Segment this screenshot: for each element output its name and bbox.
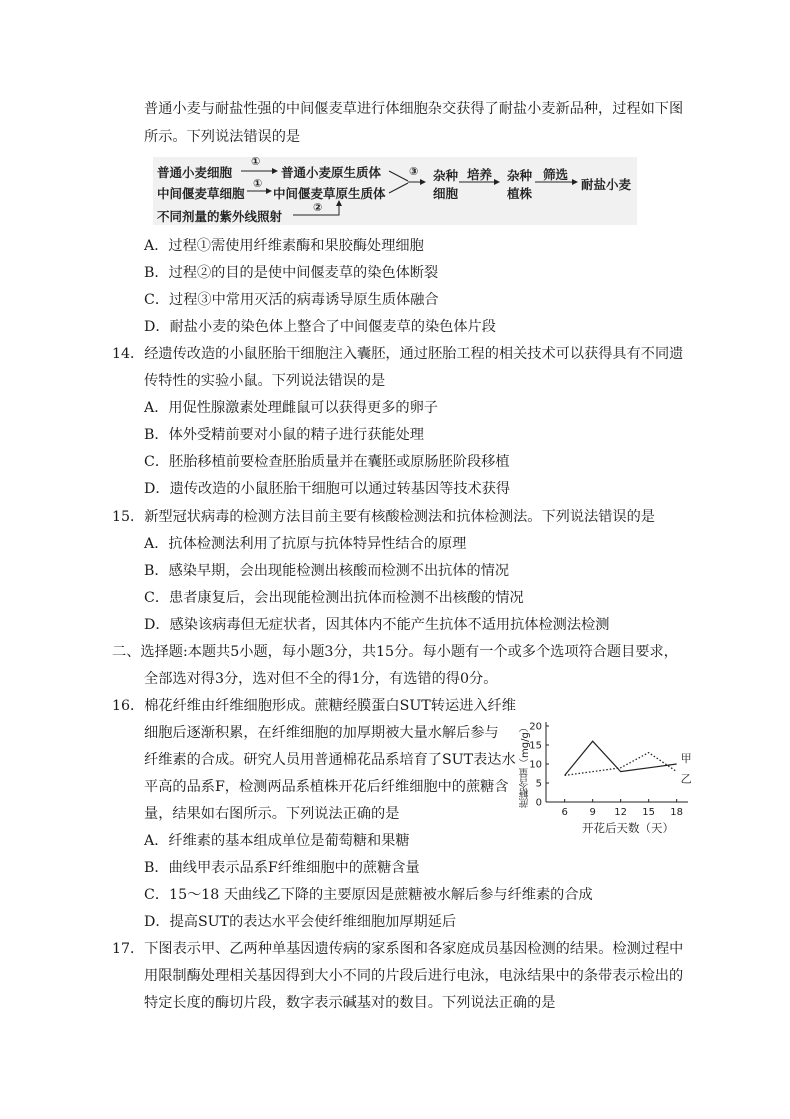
q17-stem-line2: 用限制酶处理相关基因得到大小不同的片段后进行电泳，电泳结果中的条带表示检出的 [144,968,684,984]
hybrid-cell-label-2: 细胞 [433,186,459,201]
q14-option-b: B．体外受精前要对小鼠的精子进行获能处理 [144,427,424,443]
q16-stem-line4: 平高的品系F，检测两品系植株开花后纤维细胞中的蔗糖含 [144,779,509,795]
q17-stem-line1: 17．下图表示甲、乙两种单基因遗传病的家系图和各家庭成员基因检测的结果。检测过程中 [112,941,684,957]
chart-y-tick-label: 5 [535,778,542,790]
q15-option-d: D．感染该病毒但无症状者，因其体内不能产生抗体不适用抗体检测法检测 [144,617,610,633]
q13-option-c: C．过程③中常用灭活的病毒诱导原生质体融合 [144,292,439,308]
q15-option-b: B．感染早期，会出现能检测出核酸而检测不出抗体的情况 [144,563,510,579]
step-2-marker: ② [313,201,323,214]
q16-option-a: A．纤维素的基本组成单位是葡萄糖和果糖 [144,833,410,849]
q16-option-d: D．提高SUT的表达水平会使纤维细胞加厚期延后 [144,914,457,930]
chart-x-tick-label: 18 [670,807,684,818]
q15-stem: 15．新型冠状病毒的检测方法目前主要有核酸检测法和抗体检测法。下列说法错误的是 [112,509,655,525]
q14-stem-line1: 14．经遗传改造的小鼠胚胎干细胞注入囊胚，通过胚胎工程的相关技术可以获得具有不同遗 [112,346,684,362]
q16-stem-line2: 细胞后逐渐积累，在纤维细胞的加厚期被大量水解后参与 [144,725,499,741]
step-1-marker: ① [251,155,261,168]
q14-stem-line2: 传特性的实验小鼠。下列说法错误的是 [144,373,386,389]
chart-y-tick-label: 15 [529,740,542,752]
chart-x-tick-label: 6 [561,807,568,818]
section-2-header-line1: 二、选择题:本题共5小题，每小题3分，共15分。每小题有一个或多个选项符合题目要求， [112,644,678,660]
screen-label: 筛选 [543,167,569,182]
q16-option-c: C．15～18 天曲线乙下降的主要原因是蔗糖被水解后参与纤维素的合成 [144,887,593,903]
chart-x-axis-label: 开花后天数（天） [582,821,674,835]
hybrid-cell-label-1: 杂种 [433,168,459,183]
q15-option-c: C．患者康复后，会出现能检测出抗体而检测不出核酸的情况 [144,590,524,606]
culture-label: 培养 [467,167,493,182]
q16-stem-line5: 量，结果如右图所示。下列说法正确的是 [144,806,400,822]
normal-wheat-cell-label: 普通小麦细胞 [157,165,233,180]
chart-y-axis-label: 蔗糖含量（mg/g） [520,722,531,808]
chart-y-tick-label: 20 [529,721,542,733]
uv-irradiation-label: 不同剂量的紫外线照射 [157,209,283,224]
q14-option-a: A．用促性腺激素处理雌鼠可以获得更多的卵子 [144,400,438,416]
step-3-marker: ③ [409,165,419,178]
process-flowchart [153,157,637,225]
chart-y-tick-label: 10 [529,759,542,771]
chart-y-tick-label: 0 [535,797,542,809]
chart-series-label: 乙 [680,772,692,786]
chart-series-line-jia [565,741,677,775]
normal-wheat-protoplast-label: 普通小麦原生质体 [281,165,382,180]
q13-stem-line2: 所示。下列说法错误的是 [144,129,301,145]
chart-x-tick-label: 12 [614,807,628,818]
q14-option-d: D．遗传改造的小鼠胚胎干细胞可以通过转基因等技术获得 [144,481,511,497]
hybrid-plant-label-2: 植株 [507,186,533,201]
chart-x-tick-label: 9 [589,807,596,818]
q16-stem-line3: 纤维素的合成。研究人员用普通棉花品系培育了SUT表达水 [144,752,516,768]
chart-x-tick-label: 15 [642,807,656,818]
sucrose-chart [516,712,696,840]
q16-stem-line1: 16．棉花纤维由纤维细胞形成。蔗糖经膜蛋白SUT转运进入纤维 [112,698,516,714]
q14-option-c: C．胚胎移植前要检查胚胎质量并在囊胚或原肠胚阶段移植 [144,454,510,470]
q13-option-b: B．过程②的目的是使中间偃麦草的染色体断裂 [144,265,439,281]
q16-option-b: B．曲线甲表示品系F纤维细胞中的蔗糖含量 [144,860,420,876]
q17-stem-line3: 特定长度的酶切片段，数字表示碱基对的数目。下列说法正确的是 [144,995,556,1011]
q13-option-a: A．过程①需使用纤维素酶和果胶酶处理细胞 [144,238,424,254]
wheatgrass-cell-label: 中间偃麦草细胞 [157,186,245,201]
step-1b-marker: ① [253,177,263,190]
wheatgrass-protoplast-label: 中间偃麦草原生质体 [273,186,386,201]
chart-series-label: 甲 [680,752,692,765]
salt-tolerant-wheat-label: 耐盐小麦 [581,177,632,192]
q15-option-a: A．抗体检测法利用了抗原与抗体特异性结合的原理 [144,536,467,552]
hybrid-plant-label-1: 杂种 [507,168,533,183]
q13-stem-line1: 普通小麦与耐盐性强的中间偃麦草进行体细胞杂交获得了耐盐小麦新品种，过程如下图 [144,101,684,117]
q13-option-d: D．耐盐小麦的染色体上整合了中间偃麦草的染色体片段 [144,319,496,335]
section-2-header-line2: 全部选对得3分，选对但不全的得1分，有选错的得0分。 [144,671,498,687]
